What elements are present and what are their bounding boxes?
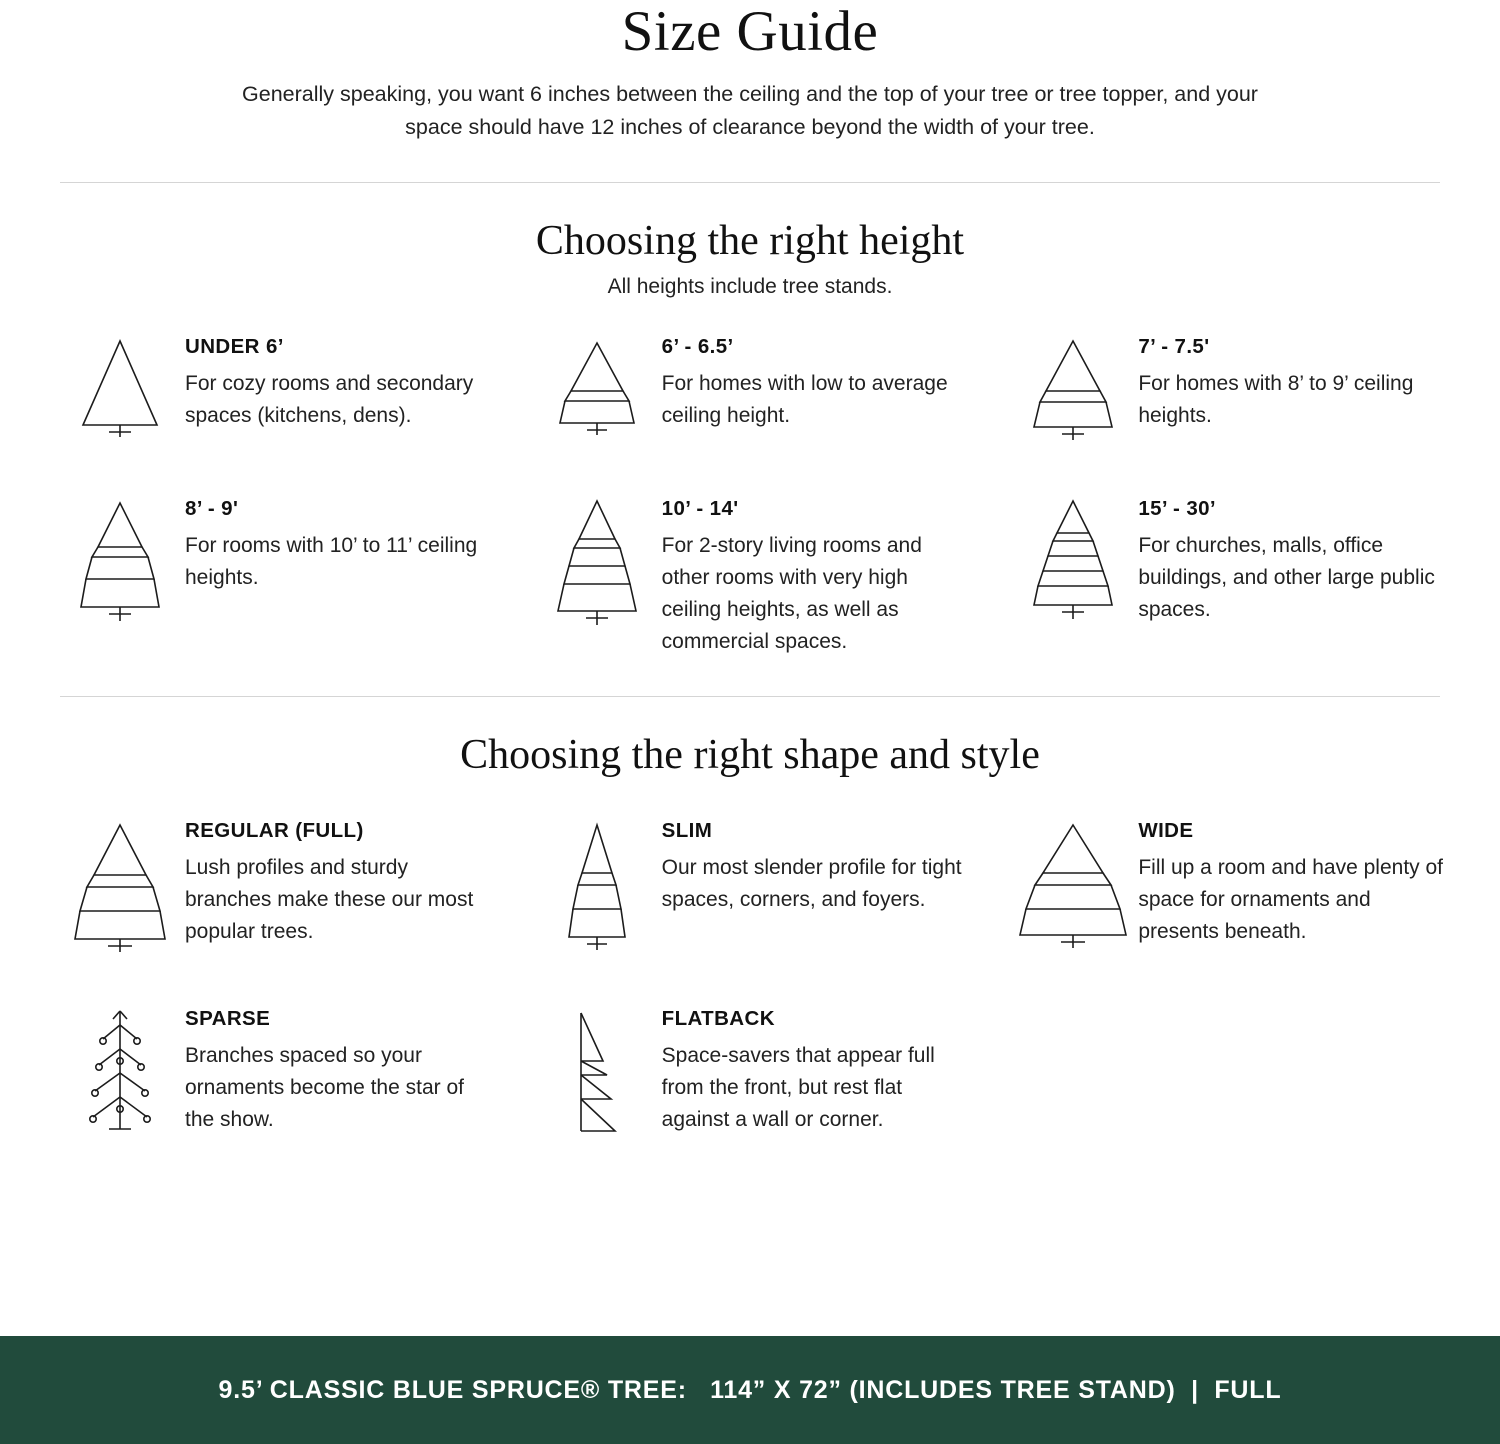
list-item	[55, 813, 492, 957]
tree-regular-icon	[55, 813, 185, 957]
list-item-body	[185, 491, 492, 594]
tree-2-tier-icon	[1008, 329, 1138, 447]
tree-2-tier-icon	[532, 329, 662, 443]
divider-top	[60, 182, 1440, 183]
list-item-desc: Our most slender profile for tight spaces, corners, and foyers.	[661, 856, 962, 911]
tree-4-tier-icon	[532, 491, 662, 635]
list-item-desc: Lush profiles and sturdy branches make these our most popular trees.	[185, 856, 474, 943]
tree-wide-icon	[1008, 813, 1138, 957]
list-item	[532, 813, 969, 957]
list-item	[532, 491, 969, 658]
list-item-body	[662, 329, 969, 432]
list-item-label: FLATBACK	[661, 1007, 775, 1031]
list-item	[1008, 813, 1445, 957]
list-item	[55, 491, 492, 658]
tree-1-tier-icon	[55, 329, 185, 443]
tree-sparse-icon	[55, 1001, 185, 1145]
list-item	[532, 1001, 969, 1145]
tree-slim-icon	[532, 813, 662, 957]
grid-spacer	[1008, 1001, 1445, 1145]
list-item-label: REGULAR (FULL)	[185, 819, 364, 843]
tree-5-tier-icon	[1008, 491, 1138, 629]
page-title: Size Guide	[621, 0, 879, 63]
height-section-subtitle: All heights include tree stands.	[607, 275, 893, 299]
list-item-desc: Fill up a room and have plenty of space for ornaments and presents beneath.	[1138, 856, 1444, 943]
tree-flatback-icon	[532, 1001, 662, 1145]
list-item-body	[185, 329, 492, 432]
list-item-label: 6’ - 6.5’	[661, 335, 734, 359]
list-item-desc: For cozy rooms and secondary spaces (kitchens, dens).	[185, 372, 474, 428]
list-item-label: SLIM	[661, 819, 713, 843]
height-section-title: Choosing the right height	[535, 218, 965, 265]
list-item	[532, 329, 969, 447]
list-item-desc: For 2-story living rooms and other rooms with very high ceiling heights, as well as commercial spaces.	[661, 534, 922, 654]
list-item-body	[185, 813, 492, 948]
list-item-body	[185, 1001, 492, 1136]
list-item-body	[662, 491, 969, 658]
shape-section-title: Choosing the right shape and style	[460, 732, 1040, 779]
list-item-desc: For homes with 8’ to 9’ ceiling heights.	[1138, 372, 1414, 428]
list-item	[1008, 329, 1445, 447]
list-item-body	[1138, 813, 1445, 948]
list-item-body	[1138, 491, 1445, 626]
shape-items-grid	[55, 813, 1445, 1145]
list-item-label: 8’ - 9'	[185, 497, 239, 521]
list-item-label: SPARSE	[185, 1007, 271, 1031]
list-item-label: 10’ - 14'	[661, 497, 739, 521]
list-item	[55, 1001, 492, 1145]
product-summary-bar	[0, 1336, 1500, 1444]
list-item-desc: Branches spaced so your ornaments become the star of the show.	[185, 1044, 464, 1131]
list-item-desc: Space-savers that appear full from the front, but rest flat against a wall or corner.	[661, 1044, 935, 1131]
list-item-body	[1138, 329, 1445, 432]
list-item	[1008, 491, 1445, 658]
list-item-desc: For homes with low to average ceiling height.	[661, 372, 948, 428]
list-item-desc: For churches, malls, office buildings, and other large public spaces.	[1138, 534, 1435, 622]
list-item-body	[662, 1001, 969, 1136]
tree-3-tier-icon	[55, 491, 185, 629]
list-item-label: 7’ - 7.5'	[1138, 335, 1210, 359]
divider-middle	[60, 696, 1440, 697]
intro-paragraph: Generally speaking, you want 6 inches between the ceiling and the top of your tree or tree topper, and your space should have 12 inches of clearance beyond the width of your tree.	[242, 81, 1258, 140]
list-item	[55, 329, 492, 447]
product-summary-text: 9.5’ CLASSIC BLUE SPRUCE® TREE: 114” X 72” (INCLUDES TREE STAND) | FULL	[218, 1375, 1282, 1404]
height-items-grid	[55, 329, 1445, 658]
list-item-body	[662, 813, 969, 916]
list-item-label: UNDER 6’	[185, 335, 284, 359]
list-item-desc: For rooms with 10’ to 11’ ceiling heights.	[185, 534, 478, 590]
list-item-label: 15’ - 30’	[1138, 497, 1217, 521]
list-item-label: WIDE	[1138, 819, 1194, 843]
